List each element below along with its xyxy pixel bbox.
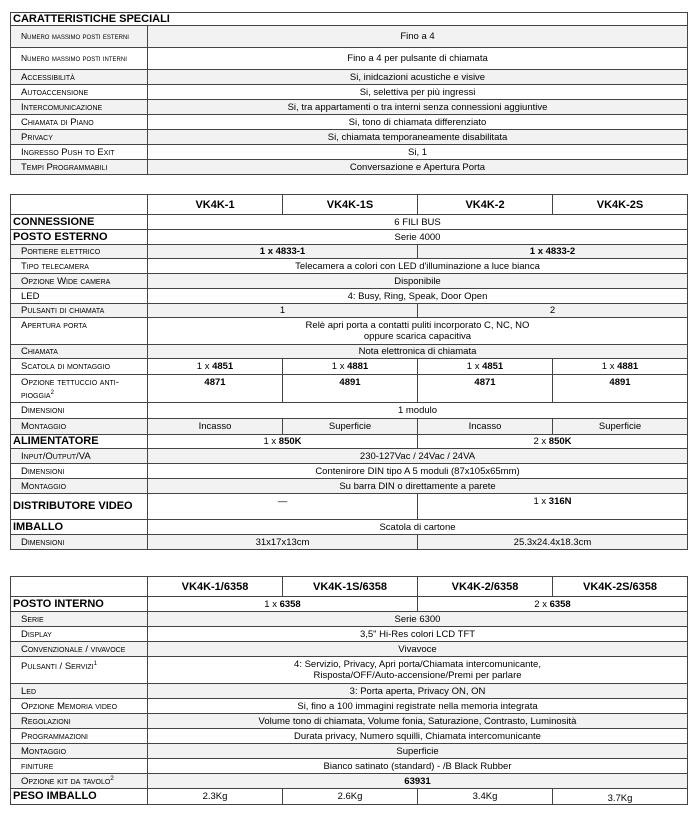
telecamera-value: Telecamera a colori con LED d'illuminazione a luce bianca bbox=[148, 259, 688, 274]
posto-interno-value-2: 2 x 6358 bbox=[418, 597, 688, 612]
model-header: VK4K-1S bbox=[283, 195, 418, 215]
wide-camera-value: Disponibile bbox=[148, 274, 688, 289]
special-features-title: CARATTERISTICHE SPECIALI bbox=[11, 13, 688, 26]
connessione-value: 6 FILI BUS bbox=[148, 215, 688, 230]
model-header: VK4K-2S/6358 bbox=[553, 577, 688, 597]
programmazioni-label: Programmazioni bbox=[11, 729, 148, 744]
portiere-value-1: 1 x 4833-1 bbox=[148, 245, 418, 259]
finiture-label: finiture bbox=[11, 759, 148, 774]
tettuccio-value: 4891 bbox=[553, 375, 688, 403]
pulsanti-servizi-label: Pulsanti / Servizi$^1$ bbox=[11, 657, 148, 684]
input-output-label: Input/Output/VA bbox=[11, 449, 148, 464]
row-value: Conversazione e Apertura Porta bbox=[148, 160, 688, 175]
tettuccio-label: Opzione tettuccio anti-pioggia$^2$ bbox=[11, 375, 148, 403]
row-value: Si, 1 bbox=[148, 145, 688, 160]
row-label: Privacy bbox=[11, 130, 148, 145]
montaggio-value: Superficie bbox=[553, 419, 688, 435]
model-header: VK4K-1S/6358 bbox=[283, 577, 418, 597]
row-value: Si, inidcazioni acustiche e visive bbox=[148, 70, 688, 85]
wide-camera-label: Opzione Wide camera bbox=[11, 274, 148, 289]
pulsanti-servizi-value bbox=[148, 657, 688, 684]
header-empty bbox=[11, 577, 148, 597]
model-header: VK4K-1 bbox=[148, 195, 283, 215]
model-header: VK4K-1/6358 bbox=[148, 577, 283, 597]
scatola-label: Scatola di montaggio bbox=[11, 359, 148, 375]
convenzionale-label: Convenzionale / vivavoce bbox=[11, 642, 148, 657]
row-label: Accessibilità bbox=[11, 70, 148, 85]
section-peso-imballo: PESO IMBALLO bbox=[11, 789, 148, 805]
input-output-value: 230-127Vac / 24Vac / 24VA bbox=[148, 449, 688, 464]
row-value: Si, chiamata temporaneamente disabilitata bbox=[148, 130, 688, 145]
tettuccio-value: 4871 bbox=[418, 375, 553, 403]
chiamata-value: Nota elettronica di chiamata bbox=[148, 345, 688, 359]
alimentatore-value-1: 1 x 850K bbox=[148, 435, 418, 449]
peso-value: 2.3Kg bbox=[148, 789, 283, 805]
row-label: Numero massimo posti esterni bbox=[11, 26, 148, 48]
peso-value: 3.4Kg bbox=[418, 789, 553, 805]
row-label: Ingresso Push to Exit bbox=[11, 145, 148, 160]
row-label: Numero massimo posti interni bbox=[11, 48, 148, 70]
row-value: Si, tono di chiamata differenziato bbox=[148, 115, 688, 130]
scatola-value: 1 x 4881 bbox=[283, 359, 418, 375]
programmazioni-value: Durata privacy, Numero squilli, Chiamata intercomunicante bbox=[148, 729, 688, 744]
dimensioni-imballo-label: Dimensioni bbox=[11, 535, 148, 550]
led-value: 4: Busy, Ring, Speak, Door Open bbox=[148, 289, 688, 304]
distributore-value-2: 1 x 316N bbox=[418, 494, 688, 520]
regolazioni-label: Regolazioni bbox=[11, 714, 148, 729]
convenzionale-value: Vivavoce bbox=[148, 642, 688, 657]
apertura-value bbox=[148, 318, 688, 345]
serie-label: Serie bbox=[11, 612, 148, 627]
dimensioni-value: 1 modulo bbox=[148, 403, 688, 419]
model-header: VK4K-2/6358 bbox=[418, 577, 553, 597]
row-label: Intercomunicazione bbox=[11, 100, 148, 115]
pulsanti-value-1: 1 bbox=[148, 304, 418, 318]
scatola-value: 1 x 4851 bbox=[418, 359, 553, 375]
dimensioni-label: Dimensioni bbox=[11, 403, 148, 419]
posto-interno-value-1: 1 x 6358 bbox=[148, 597, 418, 612]
dimensioni-imballo-value-1: 31x17x13cm bbox=[148, 535, 418, 550]
montaggio-value: Incasso bbox=[148, 419, 283, 435]
posto-esterno-value: Serie 4000 bbox=[148, 230, 688, 245]
distributore-value-1: — bbox=[148, 494, 418, 520]
serie-value: Serie 6300 bbox=[148, 612, 688, 627]
special-features-table bbox=[10, 12, 688, 175]
montaggio-alim-label: Montaggio bbox=[11, 479, 148, 494]
apertura-line-1: Relè apri porta a contatti puliti incorporato C, NC, NO bbox=[305, 320, 530, 331]
finiture-value: Bianco satinato (standard) - /B Black Rubber bbox=[148, 759, 688, 774]
tettuccio-value: 4891 bbox=[283, 375, 418, 403]
alimentatore-value-2: 2 x 850K bbox=[418, 435, 688, 449]
section-posto-interno: POSTO INTERNO bbox=[11, 597, 148, 612]
portiere-label: Portiere elettrico bbox=[11, 245, 148, 259]
row-label: Chiamata di Piano bbox=[11, 115, 148, 130]
led-interno-value: 3: Porta aperta, Privacy ON, ON bbox=[148, 684, 688, 699]
display-value: 3,5" Hi-Res colori LCD TFT bbox=[148, 627, 688, 642]
montaggio-value: Superficie bbox=[283, 419, 418, 435]
external-station-table bbox=[10, 194, 688, 550]
telecamera-label: Tipo telecamera bbox=[11, 259, 148, 274]
led-interno-label: Led bbox=[11, 684, 148, 699]
montaggio-label: Montaggio bbox=[11, 419, 148, 435]
section-posto-esterno: POSTO ESTERNO bbox=[11, 230, 148, 245]
portiere-value-2: 1 x 4833-2 bbox=[418, 245, 688, 259]
memoria-video-label: Opzione Memoria video bbox=[11, 699, 148, 714]
scatola-value: 1 x 4881 bbox=[553, 359, 688, 375]
montaggio-value: Incasso bbox=[418, 419, 553, 435]
apertura-line-2: oppure scarica capacitiva bbox=[363, 331, 472, 342]
peso-value: 2.6Kg bbox=[283, 789, 418, 805]
pulsanti-label: Pulsanti di chiamata bbox=[11, 304, 148, 318]
section-connessione: CONNESSIONE bbox=[11, 215, 148, 230]
dimensioni-alim-value: Contenirore DIN tipo A 5 moduli (87x105x65mm) bbox=[148, 464, 688, 479]
montaggio-alim-value: Su barra DIN o direttamente a parete bbox=[148, 479, 688, 494]
peso-value: 3.7Kg bbox=[553, 789, 688, 805]
pulsanti-value-2: 2 bbox=[418, 304, 688, 318]
pulsanti-servizi-line-2: Risposta/OFF/Auto-accensione/Premi per parlare bbox=[313, 670, 522, 681]
apertura-label: Apertura porta bbox=[11, 318, 148, 345]
chiamata-label: Chiamata bbox=[11, 345, 148, 359]
display-label: Display bbox=[11, 627, 148, 642]
row-value: Fino a 4 bbox=[148, 26, 688, 48]
dimensioni-imballo-value-2: 25.3x24.4x18.3cm bbox=[418, 535, 688, 550]
imballo-value: Scatola di cartone bbox=[148, 520, 688, 535]
kit-tavolo-label: Opzione kit da tavolo$^2$ bbox=[11, 774, 148, 789]
section-imballo: IMBALLO bbox=[11, 520, 148, 535]
scatola-value: 1 x 4851 bbox=[148, 359, 283, 375]
section-alimentatore: ALIMENTATORE bbox=[11, 435, 148, 449]
tettuccio-value: 4871 bbox=[148, 375, 283, 403]
regolazioni-value: Volume tono di chiamata, Volume fonia, Saturazione, Contrasto, Luminosità bbox=[148, 714, 688, 729]
model-header: VK4K-2S bbox=[553, 195, 688, 215]
row-value: Si, tra appartamenti o tra interni senza connessioni aggiuntive bbox=[148, 100, 688, 115]
row-label: Autoaccensione bbox=[11, 85, 148, 100]
row-value: Fino a 4 per pulsante di chiamata bbox=[148, 48, 688, 70]
row-value: Si, selettiva per più ingressi bbox=[148, 85, 688, 100]
internal-station-table bbox=[10, 576, 688, 805]
memoria-video-value: Si, fino a 100 immagini registrate nella memoria integrata bbox=[148, 699, 688, 714]
led-label: LED bbox=[11, 289, 148, 304]
section-distributore: DISTRIBUTORE VIDEO bbox=[11, 494, 148, 520]
montaggio-interno-label: Montaggio bbox=[11, 744, 148, 759]
kit-tavolo-value: 63931 bbox=[148, 774, 688, 789]
header-empty bbox=[11, 195, 148, 215]
dimensioni-alim-label: Dimensioni bbox=[11, 464, 148, 479]
montaggio-interno-value: Superficie bbox=[148, 744, 688, 759]
pulsanti-servizi-line-1: 4: Servizio, Privacy, Apri porta/Chiamata intercomunicante, bbox=[294, 659, 541, 670]
model-header: VK4K-2 bbox=[418, 195, 553, 215]
row-label: Tempi Programmabili bbox=[11, 160, 148, 175]
